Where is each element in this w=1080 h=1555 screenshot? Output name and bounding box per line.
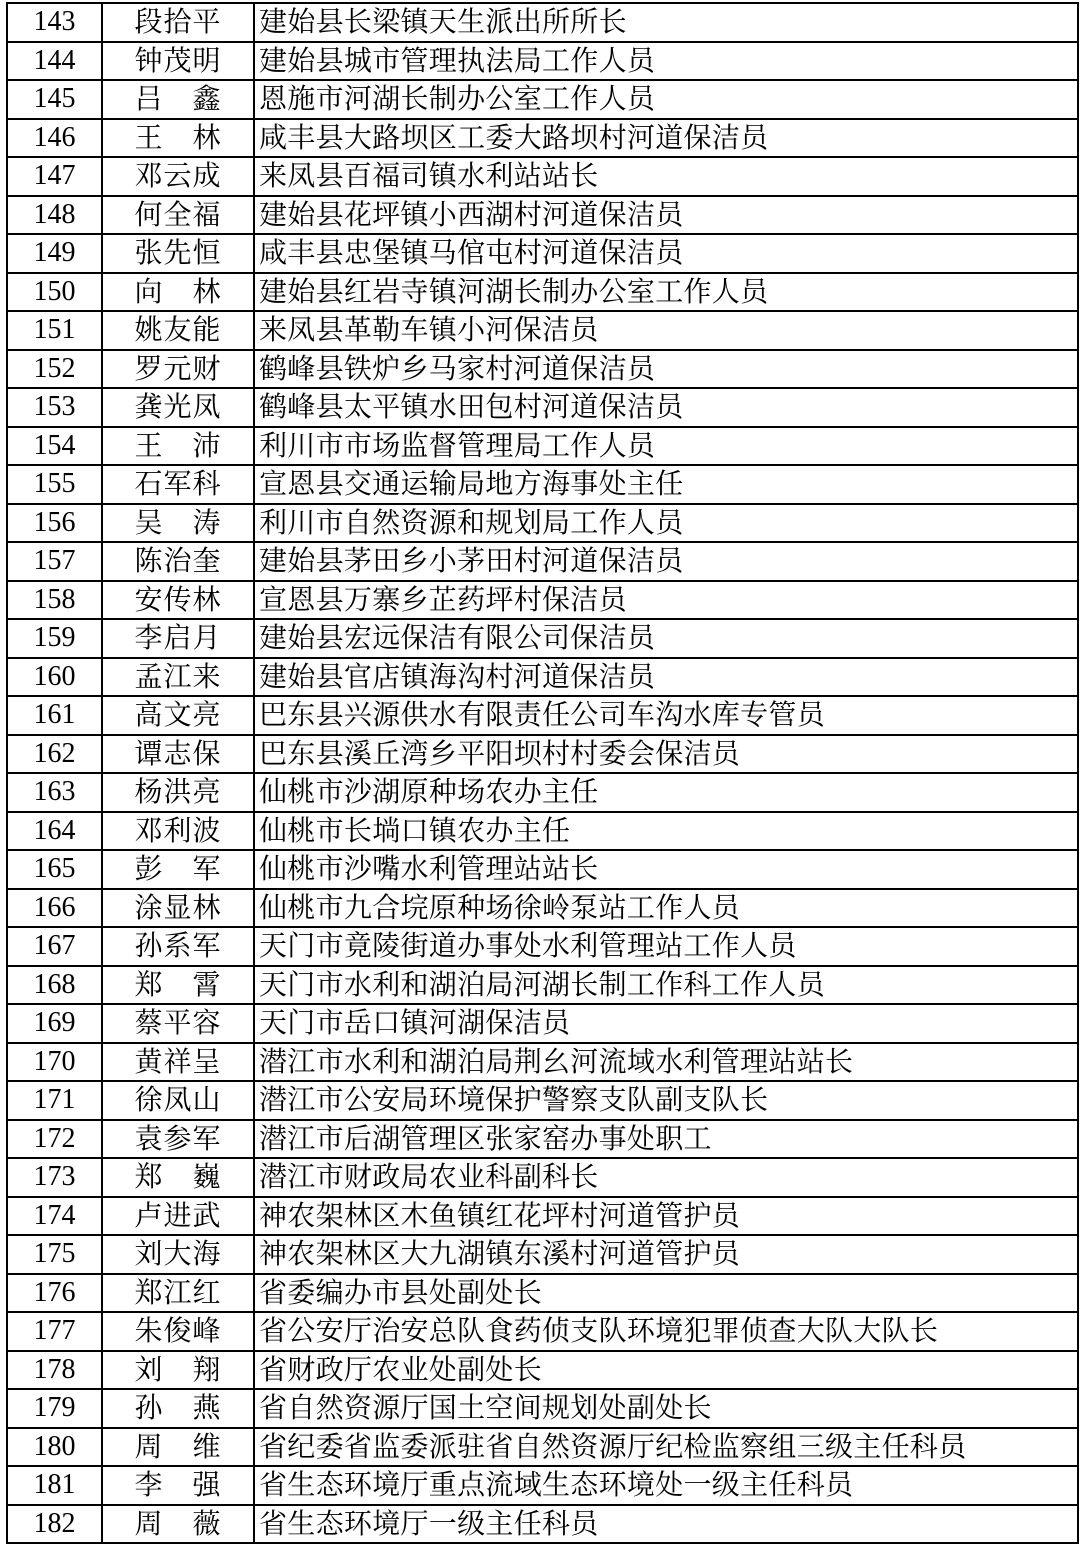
position-description-cell: 利川市市场监督管理局工作人员 xyxy=(254,427,1078,466)
person-name-cell: 徐凤山 xyxy=(102,1081,254,1120)
table-row xyxy=(7,619,1078,658)
position-description-cell: 仙桃市沙嘴水利管理站站长 xyxy=(254,850,1078,889)
table-row xyxy=(7,427,1078,466)
table-row xyxy=(7,1197,1078,1236)
person-name-cell: 黄祥呈 xyxy=(102,1043,254,1082)
row-number-cell: 179 xyxy=(7,1389,102,1428)
position-description-cell: 咸丰县大路坝区工委大路坝村河道保洁员 xyxy=(254,119,1078,158)
table-row xyxy=(7,1274,1078,1313)
person-name-cell: 刘大海 xyxy=(102,1235,254,1274)
table-row xyxy=(7,1505,1078,1544)
person-name-cell: 王 沛 xyxy=(102,427,254,466)
position-description-cell: 宣恩县万寨乡芷药坪村保洁员 xyxy=(254,581,1078,620)
person-name-cell: 蔡平容 xyxy=(102,1004,254,1043)
table-row xyxy=(7,350,1078,389)
position-description-cell: 省纪委省监委派驻省自然资源厅纪检监察组三级主任科员 xyxy=(254,1428,1078,1467)
position-description-cell: 建始县宏远保洁有限公司保洁员 xyxy=(254,619,1078,658)
table-row xyxy=(7,119,1078,158)
person-name-cell: 杨洪亮 xyxy=(102,773,254,812)
table-row xyxy=(7,1158,1078,1197)
position-description-cell: 潜江市财政局农业科副科长 xyxy=(254,1158,1078,1197)
person-name-cell: 吕 鑫 xyxy=(102,80,254,119)
position-description-cell: 巴东县兴源供水有限责任公司车沟水库专管员 xyxy=(254,696,1078,735)
position-description-cell: 巴东县溪丘湾乡平阳坝村村委会保洁员 xyxy=(254,735,1078,774)
position-description-cell: 仙桃市长埫口镇农办主任 xyxy=(254,812,1078,851)
row-number-cell: 182 xyxy=(7,1505,102,1544)
table-row xyxy=(7,1235,1078,1274)
row-number-cell: 172 xyxy=(7,1120,102,1159)
position-description-cell: 潜江市水利和湖泊局荆幺河流域水利管理站站长 xyxy=(254,1043,1078,1082)
row-number-cell: 144 xyxy=(7,42,102,81)
row-number-cell: 158 xyxy=(7,581,102,620)
row-number-cell: 178 xyxy=(7,1351,102,1390)
position-description-cell: 建始县官店镇海沟村河道保洁员 xyxy=(254,658,1078,697)
position-description-cell: 建始县城市管理执法局工作人员 xyxy=(254,42,1078,81)
table-row xyxy=(7,1389,1078,1428)
person-name-cell: 陈治奎 xyxy=(102,542,254,581)
position-description-cell: 神农架林区木鱼镇红花坪村河道管护员 xyxy=(254,1197,1078,1236)
person-name-cell: 向 林 xyxy=(102,273,254,312)
person-name-cell: 孙系军 xyxy=(102,927,254,966)
row-number-cell: 167 xyxy=(7,927,102,966)
person-name-cell: 李启月 xyxy=(102,619,254,658)
row-number-cell: 154 xyxy=(7,427,102,466)
row-number-cell: 171 xyxy=(7,1081,102,1120)
person-name-cell: 李 强 xyxy=(102,1466,254,1505)
person-name-cell: 龚光凤 xyxy=(102,388,254,427)
position-description-cell: 仙桃市沙湖原种场农办主任 xyxy=(254,773,1078,812)
person-name-cell: 郑 霄 xyxy=(102,966,254,1005)
table-row xyxy=(7,658,1078,697)
row-number-cell: 180 xyxy=(7,1428,102,1467)
row-number-cell: 170 xyxy=(7,1043,102,1082)
position-description-cell: 天门市岳口镇河湖保洁员 xyxy=(254,1004,1078,1043)
person-name-cell: 涂显林 xyxy=(102,889,254,928)
roster-table xyxy=(6,2,1079,1544)
person-name-cell: 彭 军 xyxy=(102,850,254,889)
table-row xyxy=(7,234,1078,273)
table-row xyxy=(7,1351,1078,1390)
table-row xyxy=(7,850,1078,889)
row-number-cell: 157 xyxy=(7,542,102,581)
table-row xyxy=(7,504,1078,543)
table-row xyxy=(7,542,1078,581)
row-number-cell: 153 xyxy=(7,388,102,427)
row-number-cell: 150 xyxy=(7,273,102,312)
position-description-cell: 建始县花坪镇小西湖村河道保洁员 xyxy=(254,196,1078,235)
row-number-cell: 176 xyxy=(7,1274,102,1313)
table-row xyxy=(7,80,1078,119)
table-row xyxy=(7,3,1078,42)
row-number-cell: 159 xyxy=(7,619,102,658)
position-description-cell: 鹤峰县太平镇水田包村河道保洁员 xyxy=(254,388,1078,427)
row-number-cell: 169 xyxy=(7,1004,102,1043)
row-number-cell: 174 xyxy=(7,1197,102,1236)
person-name-cell: 姚友能 xyxy=(102,311,254,350)
person-name-cell: 孟江来 xyxy=(102,658,254,697)
row-number-cell: 147 xyxy=(7,157,102,196)
person-name-cell: 段拾平 xyxy=(102,3,254,42)
table-row xyxy=(7,311,1078,350)
row-number-cell: 146 xyxy=(7,119,102,158)
table-row xyxy=(7,1466,1078,1505)
person-name-cell: 孙 燕 xyxy=(102,1389,254,1428)
position-description-cell: 省自然资源厅国土空间规划处副处长 xyxy=(254,1389,1078,1428)
position-description-cell: 鹤峰县铁炉乡马家村河道保洁员 xyxy=(254,350,1078,389)
table-row xyxy=(7,157,1078,196)
table-row xyxy=(7,388,1078,427)
table-row xyxy=(7,1081,1078,1120)
row-number-cell: 181 xyxy=(7,1466,102,1505)
person-name-cell: 谭志保 xyxy=(102,735,254,774)
table-row xyxy=(7,1004,1078,1043)
position-description-cell: 建始县红岩寺镇河湖长制办公室工作人员 xyxy=(254,273,1078,312)
row-number-cell: 149 xyxy=(7,234,102,273)
person-name-cell: 朱俊峰 xyxy=(102,1312,254,1351)
person-name-cell: 安传林 xyxy=(102,581,254,620)
table-row xyxy=(7,196,1078,235)
row-number-cell: 165 xyxy=(7,850,102,889)
position-description-cell: 宣恩县交通运输局地方海事处主任 xyxy=(254,465,1078,504)
table-row xyxy=(7,966,1078,1005)
table-row xyxy=(7,1312,1078,1351)
table-row xyxy=(7,773,1078,812)
position-description-cell: 神农架林区大九湖镇东溪村河道管护员 xyxy=(254,1235,1078,1274)
person-name-cell: 刘 翔 xyxy=(102,1351,254,1390)
person-name-cell: 石军科 xyxy=(102,465,254,504)
person-name-cell: 钟茂明 xyxy=(102,42,254,81)
table-row xyxy=(7,1120,1078,1159)
person-name-cell: 周 薇 xyxy=(102,1505,254,1544)
table-row xyxy=(7,889,1078,928)
row-number-cell: 166 xyxy=(7,889,102,928)
position-description-cell: 仙桃市九合垸原种场徐岭泵站工作人员 xyxy=(254,889,1078,928)
position-description-cell: 潜江市后湖管理区张家窑办事处职工 xyxy=(254,1120,1078,1159)
row-number-cell: 151 xyxy=(7,311,102,350)
table-row xyxy=(7,735,1078,774)
position-description-cell: 省公安厅治安总队食药侦支队环境犯罪侦查大队大队长 xyxy=(254,1312,1078,1351)
position-description-cell: 建始县茅田乡小茅田村河道保洁员 xyxy=(254,542,1078,581)
position-description-cell: 来凤县百福司镇水利站站长 xyxy=(254,157,1078,196)
position-description-cell: 恩施市河湖长制办公室工作人员 xyxy=(254,80,1078,119)
person-name-cell: 卢进武 xyxy=(102,1197,254,1236)
row-number-cell: 173 xyxy=(7,1158,102,1197)
position-description-cell: 建始县长梁镇天生派出所所长 xyxy=(254,3,1078,42)
row-number-cell: 160 xyxy=(7,658,102,697)
roster-body xyxy=(7,3,1078,1543)
table-row xyxy=(7,927,1078,966)
table-row xyxy=(7,1428,1078,1467)
row-number-cell: 143 xyxy=(7,3,102,42)
position-description-cell: 省生态环境厅重点流域生态环境处一级主任科员 xyxy=(254,1466,1078,1505)
position-description-cell: 利川市自然资源和规划局工作人员 xyxy=(254,504,1078,543)
table-row xyxy=(7,465,1078,504)
table-row xyxy=(7,42,1078,81)
person-name-cell: 郑 巍 xyxy=(102,1158,254,1197)
row-number-cell: 163 xyxy=(7,773,102,812)
position-description-cell: 省委编办市县处副处长 xyxy=(254,1274,1078,1313)
position-description-cell: 省财政厅农业处副处长 xyxy=(254,1351,1078,1390)
row-number-cell: 162 xyxy=(7,735,102,774)
position-description-cell: 潜江市公安局环境保护警察支队副支队长 xyxy=(254,1081,1078,1120)
person-name-cell: 王 林 xyxy=(102,119,254,158)
person-name-cell: 罗元财 xyxy=(102,350,254,389)
person-name-cell: 袁参军 xyxy=(102,1120,254,1159)
table-row xyxy=(7,1043,1078,1082)
roster-sheet xyxy=(6,2,1079,1544)
row-number-cell: 148 xyxy=(7,196,102,235)
person-name-cell: 邓云成 xyxy=(102,157,254,196)
row-number-cell: 155 xyxy=(7,465,102,504)
person-name-cell: 邓利波 xyxy=(102,812,254,851)
person-name-cell: 高文亮 xyxy=(102,696,254,735)
row-number-cell: 175 xyxy=(7,1235,102,1274)
person-name-cell: 张先恒 xyxy=(102,234,254,273)
row-number-cell: 145 xyxy=(7,80,102,119)
row-number-cell: 164 xyxy=(7,812,102,851)
row-number-cell: 161 xyxy=(7,696,102,735)
table-row xyxy=(7,273,1078,312)
row-number-cell: 156 xyxy=(7,504,102,543)
position-description-cell: 天门市水利和湖泊局河湖长制工作科工作人员 xyxy=(254,966,1078,1005)
table-row xyxy=(7,812,1078,851)
person-name-cell: 周 维 xyxy=(102,1428,254,1467)
row-number-cell: 152 xyxy=(7,350,102,389)
position-description-cell: 省生态环境厅一级主任科员 xyxy=(254,1505,1078,1544)
table-row xyxy=(7,581,1078,620)
person-name-cell: 吴 涛 xyxy=(102,504,254,543)
person-name-cell: 郑江红 xyxy=(102,1274,254,1313)
position-description-cell: 天门市竟陵街道办事处水利管理站工作人员 xyxy=(254,927,1078,966)
row-number-cell: 177 xyxy=(7,1312,102,1351)
person-name-cell: 何全福 xyxy=(102,196,254,235)
table-row xyxy=(7,696,1078,735)
row-number-cell: 168 xyxy=(7,966,102,1005)
position-description-cell: 来凤县革勒车镇小河保洁员 xyxy=(254,311,1078,350)
position-description-cell: 咸丰县忠堡镇马倌屯村河道保洁员 xyxy=(254,234,1078,273)
